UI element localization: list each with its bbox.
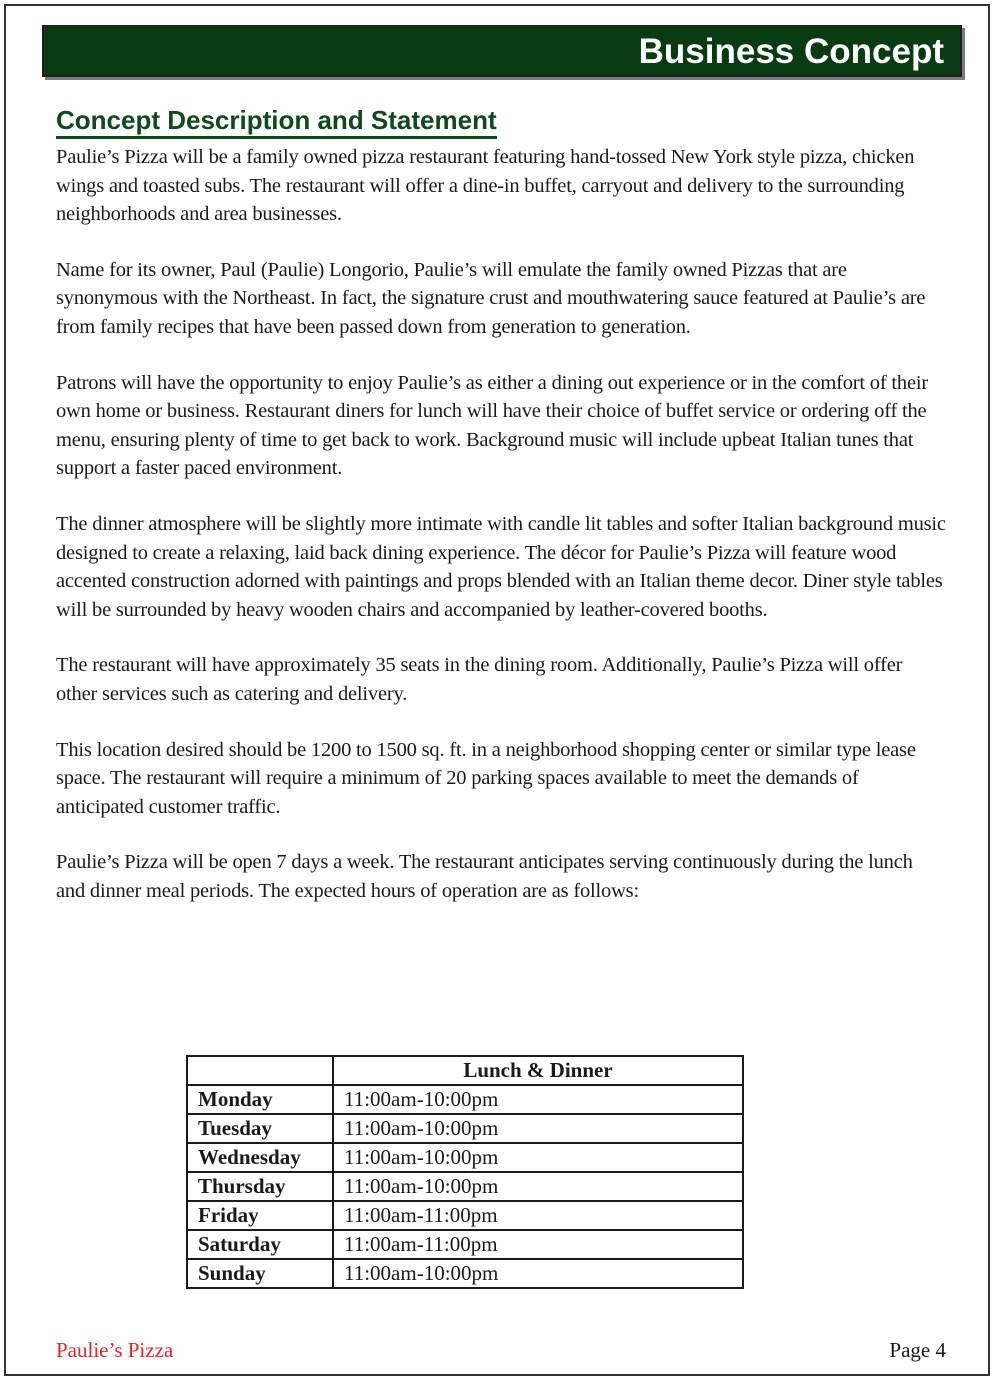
day-cell: Saturday bbox=[187, 1230, 333, 1259]
day-cell: Monday bbox=[187, 1085, 333, 1114]
paragraph-seating: The restaurant will have approximately 35 seats in the dining room. Additionally, Paulie’s Pizza will offer other services such as catering and delivery. bbox=[56, 654, 903, 705]
table-row bbox=[187, 1114, 743, 1143]
paragraph-hours-intro: Paulie’s Pizza will be open 7 days a week. The restaurant anticipates serving continuously during the lunch and dinner meal periods. The expected hours of operation are as follows: bbox=[56, 851, 913, 902]
paragraph-owner: Name for its owner, Paul (Paulie) Longorio, Paulie’s will emulate the family owned Pizzas that are synonymous with the Northeast. In fact, the signature crust and mouthwatering sauce featured at Paulie’s are from family recipes that have been passed down from generation to generation. bbox=[56, 258, 926, 338]
hours-cell: 11:00am-10:00pm bbox=[333, 1259, 743, 1288]
day-cell: Tuesday bbox=[187, 1114, 333, 1143]
hours-cell: 11:00am-11:00pm bbox=[333, 1201, 743, 1230]
day-cell: Sunday bbox=[187, 1259, 333, 1288]
section-heading: Concept Description and Statement bbox=[56, 104, 497, 139]
day-cell: Thursday bbox=[187, 1172, 333, 1201]
table-row bbox=[187, 1085, 743, 1114]
hours-cell: 11:00am-10:00pm bbox=[333, 1085, 743, 1114]
day-cell: Friday bbox=[187, 1201, 333, 1230]
hours-cell: 11:00am-10:00pm bbox=[333, 1114, 743, 1143]
header-bar bbox=[42, 25, 962, 77]
body-text bbox=[56, 143, 946, 932]
footer-brand: Paulie’s Pizza bbox=[56, 1338, 174, 1362]
table-row bbox=[187, 1143, 743, 1172]
paragraph-patrons: Patrons will have the opportunity to enjoy Paulie’s as either a dining out experience or in the comfort of their own home or business. Restaurant diners for lunch will have their choice of buffet service or ordering off the menu, ensuring plenty of time to get back to work. Background music will include upbeat Italian tunes that support a faster paced environment. bbox=[56, 371, 928, 480]
hours-cell: 11:00am-10:00pm bbox=[333, 1143, 743, 1172]
paragraph-dinner-atmosphere: The dinner atmosphere will be slightly more intimate with candle lit tables and softer Italian background music designed to create a relaxing, laid back dining experience. The décor for Paulie’s Pizza will feature wood accented construction adorned with paintings and props blended with an Italian theme decor. Diner style tables will be surrounded by heavy wooden chairs and accompanied by leather-covered booths. bbox=[56, 512, 946, 621]
table-row bbox=[187, 1201, 743, 1230]
table-corner-cell bbox=[187, 1056, 333, 1085]
table-header-row bbox=[187, 1056, 743, 1085]
table-row bbox=[187, 1259, 743, 1288]
paragraph-intro: Paulie’s Pizza will be a family owned pizza restaurant featuring hand-tossed New York style pizza, chicken wings and toasted subs. The restaurant will offer a dine-in buffet, carryout and delivery to the surrounding neighborhoods and area businesses. bbox=[56, 146, 915, 226]
paragraph-location: This location desired should be 1200 to 1500 sq. ft. in a neighborhood shopping center or similar type lease space. The restaurant will require a minimum of 20 parking spaces available to meet the demands of anticipated customer traffic. bbox=[56, 738, 916, 818]
table-header-lunch-dinner: Lunch & Dinner bbox=[333, 1056, 743, 1085]
hours-cell: 11:00am-10:00pm bbox=[333, 1172, 743, 1201]
hours-cell: 11:00am-11:00pm bbox=[333, 1230, 743, 1259]
page-title: Business Concept bbox=[638, 32, 944, 71]
page-number: Page 4 bbox=[889, 1338, 946, 1362]
table-row bbox=[187, 1230, 743, 1259]
hours-table bbox=[186, 1055, 744, 1289]
day-cell: Wednesday bbox=[187, 1143, 333, 1172]
table-row bbox=[187, 1172, 743, 1201]
